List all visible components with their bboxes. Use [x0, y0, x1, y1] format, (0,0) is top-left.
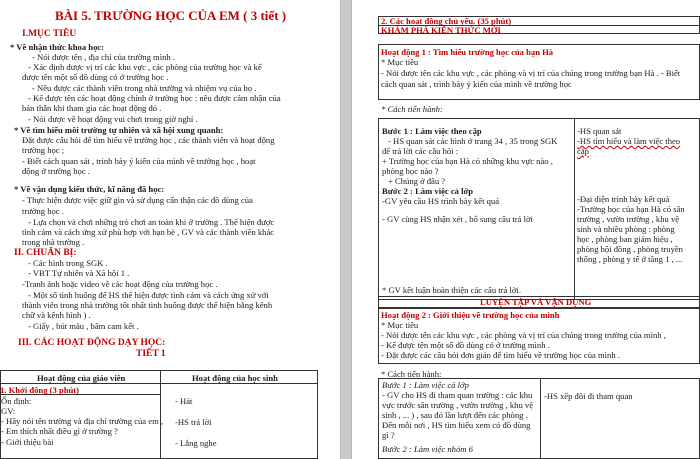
- text-line: + Trường học của bạn Hà có những khu vực nào ,: [382, 156, 553, 166]
- student-cell: thống , phòng y tế ở tầng 1 , ...: [577, 254, 683, 264]
- text-line: cách quan sát , trình bày ý kiến của mình về trường học: [381, 79, 572, 89]
- text-line: - VBT Tự nhiên và Xã hội 1 .: [28, 268, 130, 278]
- text-line: -Tranh ảnh hoặc video về các hoạt động của trường học .: [22, 279, 218, 289]
- text-line: - Nói được về hoạt động vui chơi trong giờ nghỉ .: [28, 114, 198, 124]
- table-section-title: 1. Khởi động (3 phút): [0, 385, 80, 395]
- period-heading: TIẾT 1: [136, 349, 166, 359]
- text-line: Đến mỗi nơi , HS tìm hiểu xem có đồ dùng: [382, 420, 531, 430]
- document-page-left: [0, 0, 340, 459]
- text-line: chữ và kênh hình ) .: [22, 310, 91, 320]
- text-line: phòng học nào ?: [382, 166, 439, 176]
- table-cell: - Lắng nghe: [175, 438, 217, 448]
- student-cell: trường , vườn trường , khu vệ: [577, 214, 680, 224]
- text-line: - Nêu được các thành viên trong nhà trường và nhiệm vụ của họ .: [32, 83, 257, 93]
- text-line: - Biết cách quan sát , trình bày ý kiến của mình về trường học , hoạt: [22, 156, 256, 166]
- activities-heading: III. CÁC HOẠT ĐỘNG DẠY HỌC:: [18, 338, 166, 348]
- lesson-title: BÀI 5. TRƯỜNG HỌC CỦA EM ( 3 tiết ): [55, 8, 287, 23]
- student-cell-text: -HS tìm hiểu và làm việc theo: [577, 136, 681, 146]
- student-cell: -Trường học của bạn Hà có sân: [577, 204, 685, 214]
- text-line: bản thân khi tham gia các hoạt động đó .: [22, 103, 162, 113]
- activity1-title: Hoạt động 1 : Tìm hiểu trường học của bạn Hà: [381, 47, 554, 57]
- table-cell: - Giới thiệu bài: [1, 437, 54, 447]
- step1-title: Bước 1 : Làm việc theo cặp: [382, 126, 482, 136]
- step1-title: Bước 1 : Làm việc cả lớp: [382, 380, 469, 390]
- text-line: tình cảm và cách ứng xử phù hợp với bạn bè , GV và các thành viên khác: [22, 227, 275, 237]
- text-line: gì ?: [382, 430, 395, 440]
- activity2-title: Hoạt động 2 : Giới thiệu về trường học của mình: [381, 310, 560, 320]
- text-line: trường học .: [22, 206, 64, 216]
- text-line: - Kể được tên một số đồ dùng có ở trường mình .: [381, 340, 550, 350]
- student-cell: -Đại diện trình bày kết quả: [577, 194, 670, 204]
- student-cell: -HS quan sát: [577, 126, 622, 136]
- step2-title: Bước 2 : Làm việc nhóm 6: [382, 444, 473, 454]
- student-cell: [577, 136, 680, 146]
- student-cell: học , phòng ban giám hiệu ,: [577, 234, 673, 244]
- text-line: - Nói được tên , địa chỉ của trường mình .: [32, 52, 175, 62]
- prep-heading: II. CHUẨN BỊ:: [14, 248, 77, 258]
- objectives-heading: I.MỤC TIÊU: [22, 29, 77, 39]
- text-line: -GV yêu cầu HS trình bày kết quả: [382, 196, 500, 206]
- table-divider: [540, 378, 541, 459]
- student-cell: cặp: [577, 146, 589, 156]
- table-divider: [574, 118, 575, 300]
- text-line: - Giấy , bút màu , băm cam kết .: [28, 321, 139, 331]
- col-teacher-header: Hoạt động của giáo viên: [37, 373, 126, 383]
- page-gap: [340, 0, 352, 459]
- table-cell: - Hát: [175, 396, 193, 406]
- col-student-header: Hoạt động của học sinh: [192, 373, 278, 383]
- conclusion: * GV kết luận hoàn thiện các câu trả lời.: [382, 285, 521, 295]
- text-line: thành viên trong nhà trường tốt nhất tình huống được thể hiện bằng kênh: [22, 300, 273, 310]
- text-line: sinh , ... ) , sau đó lần lượt đến các phòng .: [382, 410, 528, 420]
- text-line: Đặt được câu hỏi để tìm hiểu về trường học , các thành viên và hoạt động: [22, 135, 275, 145]
- discover-heading: KHÁM PHÁ KIẾN THỨC MỚI: [381, 25, 501, 35]
- student-cell: sinh và nhiều phòng : phòng: [577, 224, 675, 234]
- text-line: - Một số tình huống để HS thể hiện được tình cảm và cách ứng xử với: [28, 290, 269, 300]
- text-line: - Kể được tên các hoạt động chính ở trường học : nêu được cảm nhận của: [28, 93, 281, 103]
- text-line: trường học ;: [22, 145, 65, 155]
- text-line: - GV cho HS đi tham quan trường : các khu: [382, 390, 533, 400]
- knowledge-heading: * Về nhận thức khoa học:: [10, 42, 105, 52]
- method-label: * Cách tiến hành:: [381, 369, 442, 379]
- text-line: - Nói được tên các khu vực , các phòng và vị trí của chúng trong trường của mình ,: [381, 330, 666, 340]
- table-cell: Ổn định:: [1, 396, 32, 406]
- table-divider: [0, 383, 318, 384]
- text-line: - HS quan sát các hình ở trang 34 , 35 trong SGK: [388, 136, 558, 146]
- text-line: động ở trường học .: [22, 166, 90, 176]
- text-line: + Chúng ở đâu ?: [388, 176, 446, 186]
- text-line: - Lựa chọn và chơi những trò chơi an toàn khi ở trường . Thể hiện được: [28, 217, 275, 227]
- table-cell: - Hãy nói tên trường và địa chỉ trường của em ,: [1, 416, 164, 426]
- nature-heading: * Về tìm hiểu môi trường tự nhiên và xã hội xung quanh:: [14, 125, 224, 135]
- table-cell: GV:: [1, 406, 16, 416]
- document-page-right: [352, 0, 700, 459]
- text-line: - GV cùng HS nhận xét , bổ sung câu trả lời: [382, 214, 533, 224]
- table-cell: - Em thích nhất điều gì ở trường ?: [1, 426, 118, 436]
- text-line: - Xác định được vị trí các khu vực , các phòng của trường học và kể: [28, 62, 262, 72]
- text-line: để trả lời các câu hỏi :: [382, 146, 459, 156]
- practice-heading: LUYỆN TẬP VÀ VẬN DỤNG: [480, 297, 592, 307]
- text-line: vực trước sân trường , vườn trường , khu vệ: [382, 400, 534, 410]
- student-cell: phòng hội đồng , phòng truyền: [577, 244, 683, 254]
- apply-heading: * Về vận dụng kiến thức, kĩ năng đã học:: [14, 184, 165, 194]
- student-cell: -HS xếp đôi đi tham quan: [544, 391, 633, 401]
- method-label: * Cách tiến hành:: [381, 104, 443, 114]
- table-cell: -HS trả lời: [175, 417, 212, 427]
- text-line: - Các hình trong SGK .: [28, 258, 108, 268]
- text-line: được tên một số đồ dùng có ở trường học .: [22, 72, 169, 82]
- text-line: - Đặt được các câu hỏi đơn giản để tìm hiểu về trường học của mình .: [381, 350, 620, 360]
- text-line: - Nói được tên các khu vực , các phòng và vị trí của chúng trong trường bạn Hà . - Biết: [381, 68, 681, 78]
- goal-label: * Mục tiêu: [381, 320, 419, 330]
- step2-title: Bước 2 : Làm việc cả lớp: [382, 186, 474, 196]
- goal-label: * Mục tiêu: [381, 57, 419, 67]
- text-line: - Thực hiện được việc giữ gìn và sử dụng cẩn thận các đồ dùng của: [22, 195, 253, 205]
- main-activity-heading: 2. Các hoạt động chủ yếu. (35 phút): [381, 16, 512, 26]
- text-line: trong nhà trường .: [22, 237, 85, 247]
